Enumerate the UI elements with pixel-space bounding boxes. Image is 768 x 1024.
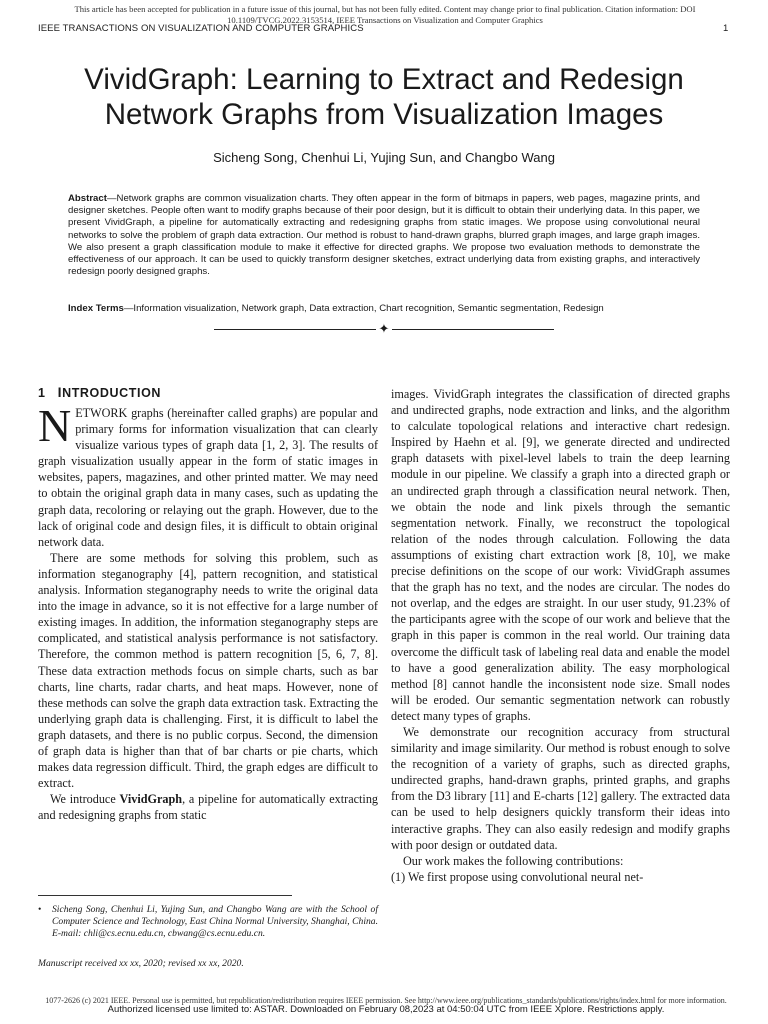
percentage-value: 91.23% <box>678 596 717 611</box>
intro-smallcaps: ETWORK <box>75 406 128 420</box>
manuscript-note: Manuscript received xx xx, 2020; revised xx xx, 2020. <box>38 958 244 969</box>
left-column <box>38 384 378 823</box>
section-title-first: I <box>57 384 63 400</box>
index-terms <box>68 303 708 315</box>
intro-p1-text: graphs (hereinafter called graphs) are popular and primary forms for information visualization that can clearly visualize various types of graph data [1, 2, 3]. The results of graph visualization usually appear in the form of static images in websites, papers, magazines, and other printed matter. We may need to obtain the original graph data in many cases, such as updating the graph data, recoloring or relaying out the graph. However, due to the lack of original code and design files, it is difficult to obtain original network data. <box>38 406 378 549</box>
right-p1-text-b: of the participants agree with the scope of our work and believe that the graph in this paper is common in the real world. Our training data overcome the difficult task of labeling real data and enable the model to have a good generalization ability. The easy morphological method [8] cannot handle the inconsistent node size. Small nodes will be eroded. Our semantic segmentation network can robustly detect many types of graphs. <box>391 596 731 723</box>
right-paragraph-4: (1) We first propose using convolutional neural net- <box>391 869 644 884</box>
right-paragraph-3: Our work makes the following contributions: <box>403 853 624 868</box>
intro-paragraph-1 <box>38 400 378 550</box>
intro-p3-lead: We introduce <box>50 792 120 807</box>
abstract <box>68 193 700 278</box>
vividgraph-bold: VividGraph <box>119 792 183 807</box>
abstract-text: —Network graphs are common visualization charts. They often appear in the form of bitmaps in papers, web pages, magazine prints, and designer sketches. People often want to modify graphs because of their poor design, but it is difficult to obtain their underlying data. In this paper, we present VividGraph, a pipeline for automatically extracting and redesigning graphs from static images. We propose using convolutional neural networks to solve the problem of graph data extraction. Our method is robust to hand-drawn graphs, blurred graph images, and large graph images. We also present a graph classification module to make it effective for directed graphs. We propose two evaluation methods to demonstrate the effectiveness of our approach. It can be used to quickly transform designer sketches, extract underlying data from existing graphs, and interactively redesign poorly designed graphs. <box>68 193 700 278</box>
right-paragraph-2: We demonstrate our recognition accuracy from structural similarity and image similarity. Our method is robust enough to solve the recognition of a variety of graphs, such as directed graphs, undirected graphs, hand-drawn graphs, printed graphs, and graphs from the D3 library [11] and E-charts [12] gallery. The extracted data can be used to help designers quickly transform their ideas into interactive graphs. They can also easily redesign and modify graphs with poor design or outdated data. <box>391 724 730 852</box>
right-p1-text-a: images. VividGraph integrates the classification of directed graphs and undirected graphs, node extraction and links, and the algorithm to calculate topological relations and interactive chart redesign. Inspired by Haehn et al. [9], we generate directed and undirected graph datasets with pixel-level labels to train the deep learning module in our pipeline. We classify a graph into a directed graph or an undirected graph through a classification neural network. Then, we obtain the node and link pixels through the semantic segmentation network. Finally, we reconstruct the topological relation of the nodes through calculation. Following the data assumptions of existing chart extraction work [8, 10], we make precise definitions on the scope of our work: VividGraph assumes that the graph has no text, and the nodes are circular. The nodes do not overlap, and the edges are straight. In our user study, <box>391 387 730 611</box>
notice-line-2: 10.1109/TVCG.2022.3153514, IEEE Transactions on Visualization and Computer Graphics <box>227 15 543 25</box>
affiliation-footnote <box>38 904 378 940</box>
notice-line-1: This article has been accepted for publication in a future issue of this journal, but has not been fully edited. Content may change prior to final publication. Citation information: DOI <box>74 4 696 14</box>
paper-title <box>20 62 748 132</box>
running-head: IEEE TRANSACTIONS ON VISUALIZATION AND COMPUTER GRAPHICS <box>38 23 364 34</box>
right-column <box>391 386 730 885</box>
copyright-notice: 1077-2626 (c) 2021 IEEE. Personal use is permitted, but republication/redistribution requires IEEE permission. See http://www.ieee.org/publications_standards/publications/rights/index.html for more information. <box>45 996 727 1005</box>
author-list: Sicheng Song, Chenhui Li, Yujing Sun, and Changbo Wang <box>213 150 555 165</box>
authorized-use-notice: Authorized licensed use limited to: ASTAR. Downloaded on February 08,2023 at 04:50:04 UTC from IEEE Xplore. Restrictions apply. <box>107 1004 665 1015</box>
footnote-bullet: • <box>38 904 42 915</box>
index-terms-text: —Information visualization, Network graph, Data extraction, Chart recognition, Semantic segmentation, Redesign <box>123 303 604 314</box>
section-number: 1 <box>38 386 46 400</box>
title-line-2: Network Graphs from Visualization Images <box>104 98 664 131</box>
intro-paragraph-3 <box>38 791 378 823</box>
intro-paragraph-2: There are some methods for solving this problem, such as information steganography [4], pattern recognition, and statistical analysis. Information steganography needs to write the original data into the image in advance, so it is not effective for a large number of existing images. In addition, the information steganography steps are complicated, and statistical analysis performance is not satisfactory. Therefore, the common method is pattern recognition [5, 6, 7, 8]. These data extraction methods focus on simple charts, such as bar charts, line charts, radar charts, and heat maps. However, none of these methods can solve the graph data extraction task. Extracting the underlying graph data is challenging. First, it is difficult to label the graph datasets, and there is no public corpus. Second, the dimension of graph data is higher than that of bar charts or pie charts, which makes data regression difficult. Third, the graph edges are difficult to extract. <box>38 550 378 791</box>
intro-p3-text: , a pipeline for automatically extracting and redesigning graphs from static <box>38 792 379 823</box>
page-number: 1 <box>723 23 729 34</box>
abstract-label: Abstract <box>68 193 107 204</box>
section-heading <box>38 384 378 400</box>
index-terms-label: Index Terms <box>68 303 124 314</box>
footnote-rule <box>38 895 292 896</box>
right-paragraph-1 <box>391 386 730 724</box>
drop-cap: N <box>38 400 72 451</box>
footnote-text: Sicheng Song, Chenhui Li, Yujing Sun, and Changbo Wang are with the School of Computer Science and Technology, East China Normal University, Shanghai, China. E-mail: chli@cs.ecnu.edu.cn, cbwang@cs.ecnu.edu.cn. <box>52 904 378 939</box>
divider-diamond-icon: ✦ <box>376 322 392 336</box>
title-line-1: VividGraph: Learning to Extract and Redesign <box>84 63 684 96</box>
section-title-rest: NTRODUCTION <box>62 386 162 400</box>
